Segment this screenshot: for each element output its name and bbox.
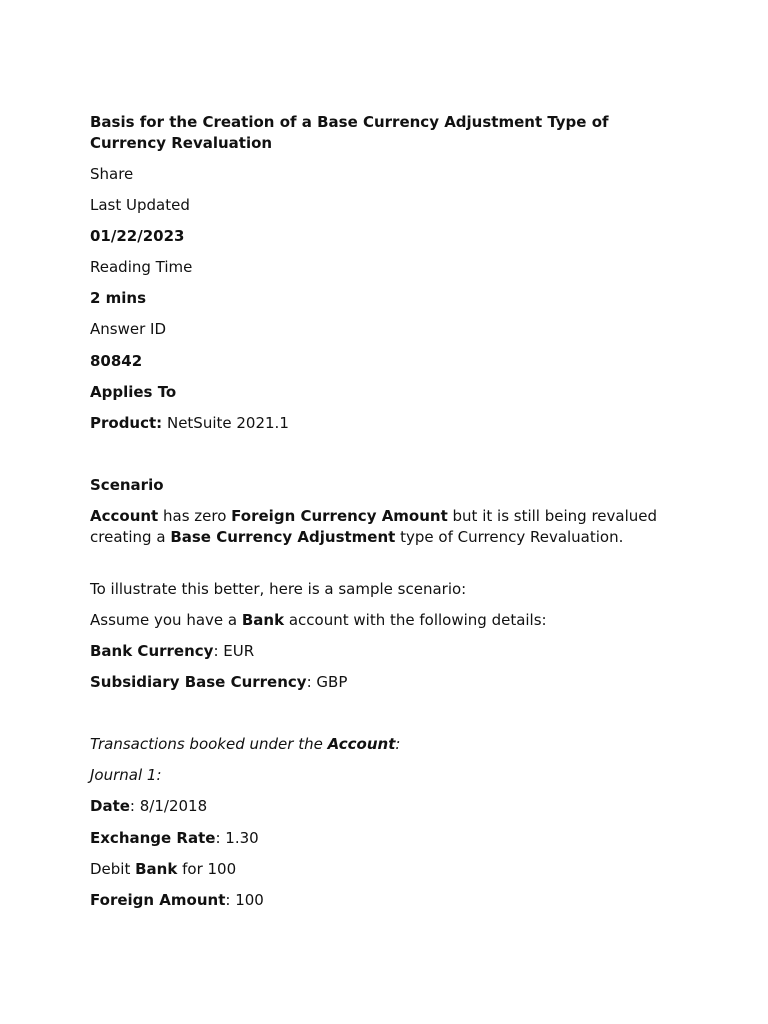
journal-label: Journal 1:: [90, 766, 162, 784]
date-line: Date: 8/1/2018: [90, 797, 208, 815]
assume-text: Assume you have a Bank account with the following details:: [90, 611, 547, 629]
transactions-intro: Transactions booked under the Account:: [90, 735, 401, 753]
last-updated-value: 01/22/2023: [90, 227, 185, 245]
applies-to-heading: Applies To: [90, 383, 177, 401]
answer-id-value: 80842: [90, 352, 143, 370]
bank-currency-line: Bank Currency: EUR: [90, 642, 255, 660]
illustrate-text: To illustrate this better, here is a sample scenario:: [90, 580, 467, 598]
article-title: Basis for the Creation of a Base Currency Adjustment Type of Currency Revaluation: [90, 113, 609, 152]
last-updated-label: Last Updated: [90, 196, 190, 214]
product-line: Product: NetSuite 2021.1: [90, 414, 289, 432]
answer-id-label: Answer ID: [90, 320, 166, 338]
debit-line: Debit Bank for 100: [90, 860, 237, 878]
foreign-amount-line: Foreign Amount: 100: [90, 891, 264, 909]
reading-time-value: 2 mins: [90, 289, 147, 307]
share-link[interactable]: Share: [90, 165, 134, 183]
reading-time-label: Reading Time: [90, 258, 193, 276]
product-value: NetSuite 2021.1: [166, 414, 289, 432]
exchange-rate-line: Exchange Rate: 1.30: [90, 829, 259, 847]
subsidiary-base-currency-line: Subsidiary Base Currency: GBP: [90, 673, 348, 691]
scenario-heading: Scenario: [90, 476, 164, 494]
scenario-paragraph: Account has zero Foreign Currency Amount but it is still being revalued creating a Base Currency Adjustment type of Currency Revaluation.: [90, 507, 658, 546]
